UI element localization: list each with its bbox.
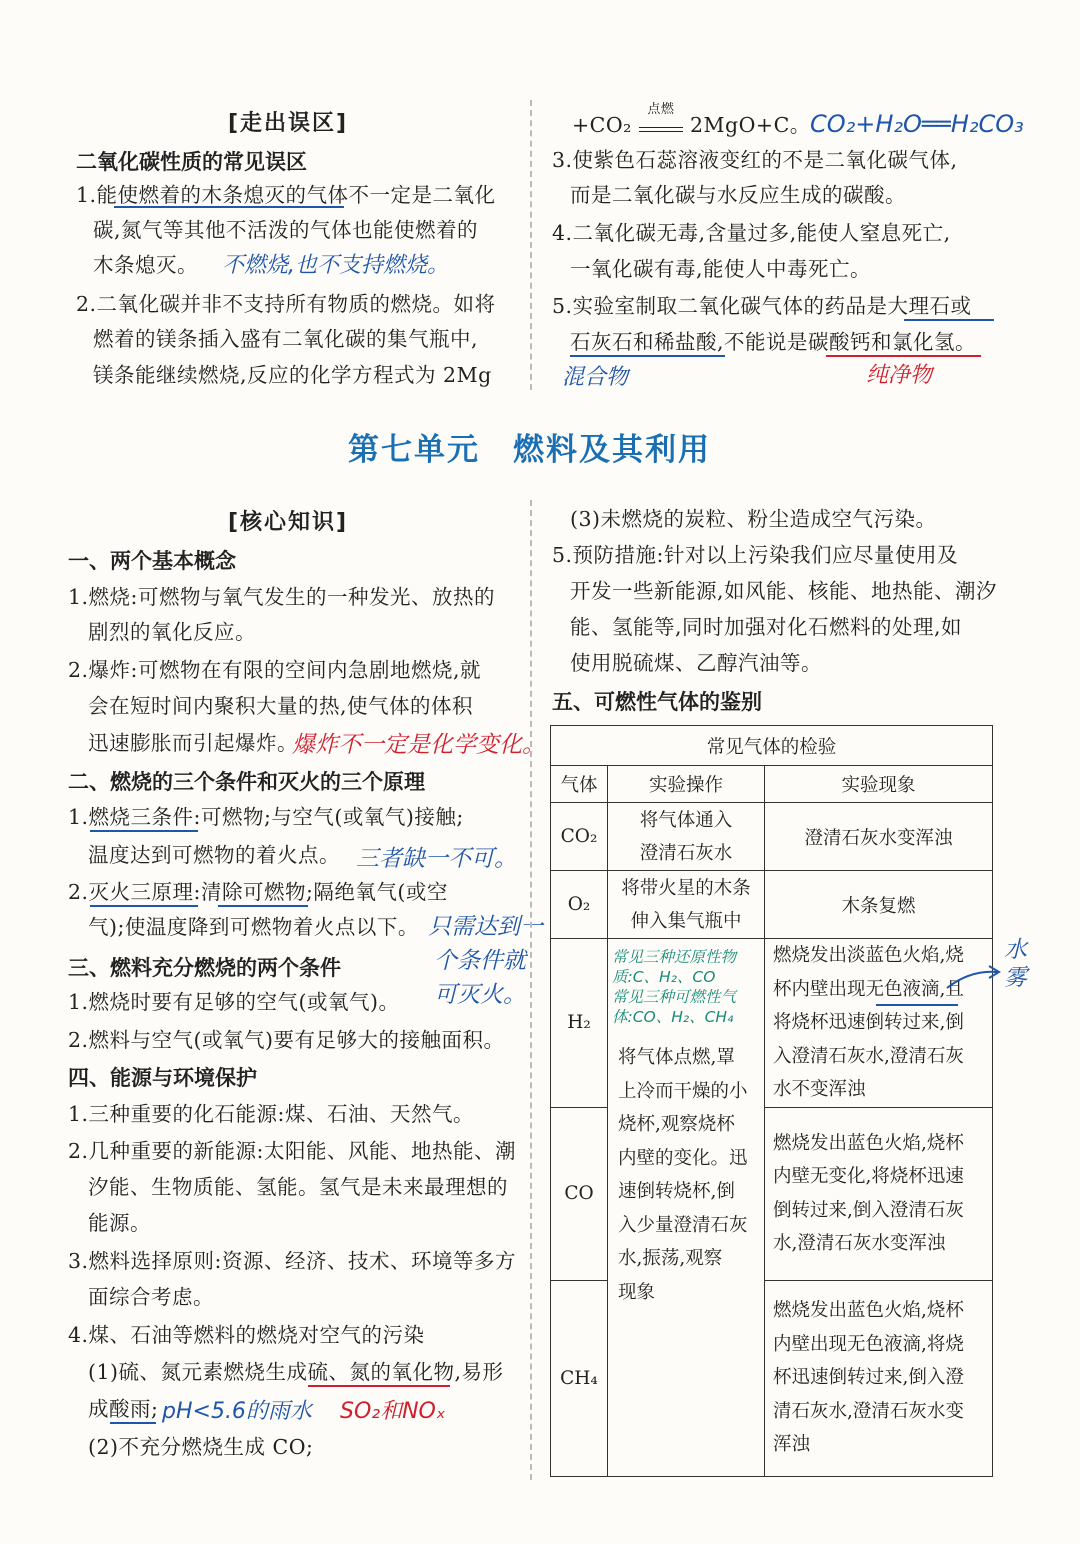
misconception-5-line-2: 石灰石和稀盐酸,不能说是碳酸钙和氯化氢。: [570, 330, 977, 354]
fossil-fuels-line: 1.三种重要的化石能源:煤、石油、天然气。: [68, 1102, 474, 1126]
misconception-1-line-1: 1.能使燃着的木条熄灭的气体不一定是二氧化: [76, 183, 496, 207]
column-header-observation: 实验现象: [765, 766, 993, 803]
column-divider: [530, 100, 532, 390]
misconception-4-line-1: 4.二氧化碳无毒,含量过多,能使人窒息死亡,: [552, 221, 951, 245]
extinguishing-principles-line-2: 气);使温度降到可燃物着火点以下。: [88, 915, 419, 939]
column-header-gas: 气体: [551, 766, 608, 803]
gas-test-table: [550, 725, 993, 1477]
combustion-conditions-line-1: 1.燃烧三条件:可燃物;与空气(或氧气)接触;: [68, 805, 464, 829]
shared-operation-text: 将气体点燃,罩 上冷而干燥的小 烧杯,观察烧杯 内壁的变化。迅 速倒转烧杯,倒 入少量澄清石灰 水,振荡,观察 现象: [618, 1047, 748, 1303]
operation-combustible-gases: [608, 939, 765, 1477]
prevention-line-2: 开发一些新能源,如风能、核能、地热能、潮汐: [570, 579, 998, 603]
prevention-line-4: 使用脱硫煤、乙醇汽油等。: [570, 651, 822, 675]
equation-continuation: +CO₂ 点燃 2MgO+C。: [572, 108, 811, 142]
extinguishing-principles-line-1: 2.灭火三原理:清除可燃物;隔绝氧气(或空: [68, 880, 448, 904]
note-water-mist: 水 雾: [1004, 937, 1027, 991]
new-energy-line-2: 汐能、生物质能、氢能。氢气是未来最理想的: [88, 1175, 508, 1199]
misconception-3-line-2: 而是二氧化碳与水反应生成的碳酸。: [570, 183, 906, 207]
gas-ch4: CH₄: [551, 1280, 608, 1476]
pollution-1-line-2: 成酸雨;: [88, 1397, 159, 1421]
note-pure-substance: 纯净物: [866, 363, 933, 388]
section-title-core-knowledge: [核心知识]: [228, 510, 349, 535]
heading-basic-concepts: 一、两个基本概念: [68, 549, 236, 573]
note-mixture: 混合物: [562, 365, 629, 390]
underline-mark: [570, 355, 725, 357]
underline-mark: [90, 830, 198, 832]
gas-h2: H₂: [551, 939, 608, 1108]
underline-mark: [114, 206, 344, 208]
note-one-condition: 只需达到一 个条件就 可灭火。: [428, 914, 543, 1008]
note-carbonic-acid-equation: CO₂+H₂O══H₂CO₃: [810, 110, 1024, 138]
underline-mark: [308, 1385, 450, 1387]
table-row: [551, 939, 993, 1108]
underline-mark: [904, 319, 994, 321]
heading-energy-environment: 四、能源与环境保护: [68, 1066, 257, 1090]
fuel-selection-line-1: 3.燃料选择原则:资源、经济、技术、环境等多方: [68, 1249, 516, 1273]
concept-combustion-line-2: 剧烈的氧化反应。: [88, 620, 256, 644]
underline-mark: [90, 905, 198, 907]
gas-o2: O₂: [551, 871, 608, 939]
concept-explosion-line-2: 会在短时间内聚积大量的热,使气体的体积: [88, 694, 474, 718]
operation-co2: 将气体通入 澄清石灰水: [608, 803, 765, 871]
table-title: 常见气体的检验: [551, 726, 993, 766]
misconception-2-line-3: 镁条能继续燃烧,反应的化学方程式为 2Mg: [93, 363, 492, 387]
table-row: [551, 871, 993, 939]
note-so2-nox: SO₂和NOₓ: [340, 1399, 446, 1424]
underline-mark: [826, 355, 981, 357]
underline-mark: [218, 905, 308, 907]
underline-mark: [110, 1422, 156, 1424]
observation-ch4: 燃烧发出蓝色火焰,烧杯 内壁出现无色液滴,将烧 杯迅速倒转过来,倒入澄 清石灰水,澄清石灰水变 浑浊: [765, 1280, 993, 1476]
note-acid-rain-ph: pH<5.6的雨水: [162, 1399, 312, 1424]
concept-explosion-line-1: 2.爆炸:可燃物在有限的空间内急剧地燃烧,就: [68, 658, 481, 682]
misconception-3-line-1: 3.使紫色石蕊溶液变红的不是二氧化碳气体,: [552, 148, 958, 172]
heading-co2-misconceptions: 二氧化碳性质的常见误区: [76, 150, 307, 174]
note-all-required: 三者缺一不可。: [356, 846, 517, 872]
unit-title: 第七单元 燃料及其利用: [348, 432, 711, 468]
prevention-line-1: 5.预防措施:针对以上污染我们应尽量使用及: [552, 543, 958, 567]
misconception-1-line-3: 木条熄灭。: [93, 253, 198, 277]
observation-co2: 澄清石灰水变浑浊: [765, 803, 993, 871]
gas-co2: CO₂: [551, 803, 608, 871]
arrow-icon: [945, 962, 1005, 992]
table-row: [551, 803, 993, 871]
observation-h2: 燃烧发出淡蓝色火焰,烧 杯内壁出现无色液滴,且 将烧杯迅速倒转过来,倒 入澄清石灰水,澄清石灰 水不变浑浊: [765, 939, 993, 1108]
heading-full-combustion: 三、燃料充分燃烧的两个条件: [68, 956, 341, 980]
section-title-misconceptions: [走出误区]: [228, 111, 349, 136]
misconception-2-line-2: 燃着的镁条插入盛有二氧化碳的集气瓶中,: [93, 327, 479, 351]
pollution-1-line-1: (1)硫、氮元素燃烧生成硫、氮的氧化物,易形: [88, 1360, 504, 1384]
equation-condition: 点燃: [647, 102, 675, 117]
prevention-line-3: 能、氢能等,同时加强对化石燃料的处理,如: [570, 615, 963, 639]
misconception-5-line-1: 5.实验室制取二氧化碳气体的药品是大理石或: [552, 294, 972, 318]
note-explosion: 爆炸不一定是化学变化。: [292, 732, 545, 758]
note-not-support-combustion: 不燃烧,也不支持燃烧。: [222, 253, 449, 278]
operation-o2: 将带火星的木条 伸入集气瓶中: [608, 871, 765, 939]
heading-combustion-conditions: 二、燃烧的三个条件和灭火的三个原理: [68, 770, 425, 794]
gas-co: CO: [551, 1107, 608, 1280]
misconception-1-line-2: 碳,氮气等其他不活泼的气体也能使燃着的: [93, 218, 479, 242]
full-combustion-line-1: 1.燃烧时要有足够的空气(或氧气)。: [68, 990, 400, 1014]
new-energy-line-3: 能源。: [88, 1211, 151, 1235]
pollution-heading-line: 4.煤、石油等燃料的燃烧对空气的污染: [68, 1323, 425, 1347]
pollution-3-line: (3)未燃烧的炭粒、粉尘造成空气污染。: [570, 507, 937, 531]
fuel-selection-line-2: 面综合考虑。: [88, 1285, 214, 1309]
misconception-4-line-2: 一氧化碳有毒,能使人中毒死亡。: [570, 257, 872, 281]
note-reducing-combustible: 常见三种还原性物 质:C、H₂、CO 常见三种可燃性气 体:CO、H₂、CH₄: [612, 948, 737, 1026]
column-header-operation: 实验操作: [608, 766, 765, 803]
concept-combustion-line-1: 1.燃烧:可燃物与氧气发生的一种发光、放热的: [68, 585, 495, 609]
observation-co: 燃烧发出蓝色火焰,烧杯 内壁无变化,将烧杯迅速 倒转过来,倒入澄清石灰 水,澄清石灰水变浑浊: [765, 1107, 993, 1280]
misconception-2-line-1: 2.二氧化碳并非不支持所有物质的燃烧。如将: [76, 292, 496, 316]
combustion-conditions-line-2: 温度达到可燃物的着火点。: [88, 843, 340, 867]
full-combustion-line-2: 2.燃料与空气(或氧气)要有足够大的接触面积。: [68, 1028, 505, 1052]
observation-o2: 木条复燃: [765, 871, 993, 939]
new-energy-line-1: 2.几种重要的新能源:太阳能、风能、地热能、潮: [68, 1139, 516, 1163]
underline-mark: [876, 1004, 958, 1006]
heading-gas-identification: 五、可燃性气体的鉴别: [552, 690, 762, 714]
column-divider: [530, 500, 532, 1480]
pollution-2-line: (2)不充分燃烧生成 CO;: [88, 1435, 314, 1459]
concept-explosion-line-3: 迅速膨胀而引起爆炸。: [88, 731, 298, 755]
